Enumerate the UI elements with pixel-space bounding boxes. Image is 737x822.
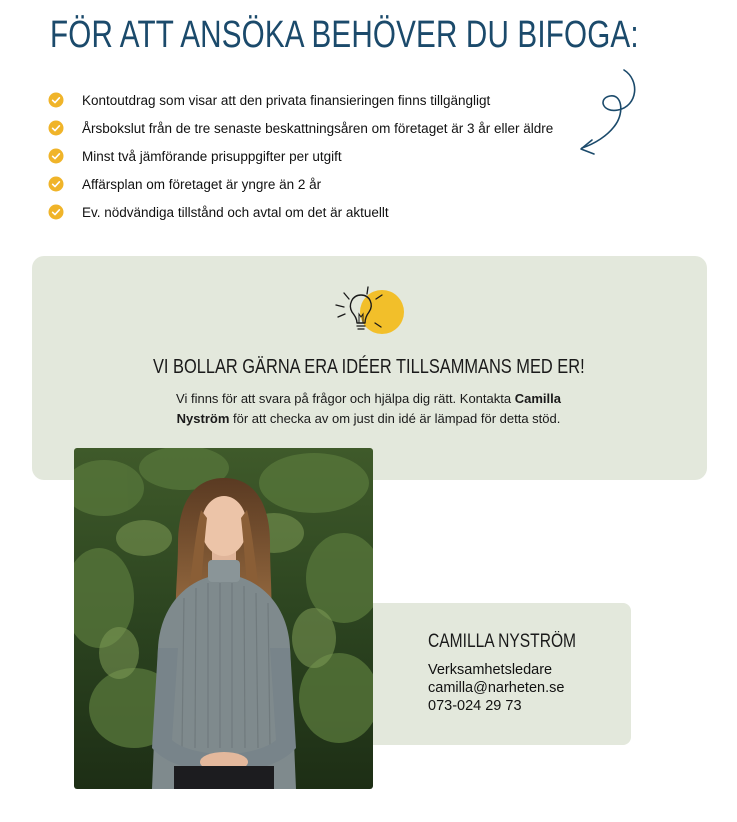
contact-email[interactable]: camilla@narheten.se xyxy=(428,680,565,696)
contact-photo xyxy=(74,448,373,789)
check-circle-icon xyxy=(48,148,64,164)
check-circle-icon xyxy=(48,92,64,108)
contact-role: Verksamhetsledare xyxy=(428,662,553,678)
list-item-text: Affärsplan om företaget är yngre än 2 år xyxy=(82,176,322,192)
contact-person-name: Camilla Nyström xyxy=(176,391,561,426)
contact-phone[interactable]: 073-024 29 73 xyxy=(428,698,522,714)
contact-name: CAMILLA NYSTRÖM xyxy=(428,631,577,652)
list-item xyxy=(48,170,553,198)
list-item-text: Minst två jämförande prisuppgifter per utgift xyxy=(82,148,342,164)
check-circle-icon xyxy=(48,120,64,136)
list-item xyxy=(48,198,553,226)
list-item xyxy=(48,86,553,114)
panel-text: Vi finns för att svara på frågor och hjälpa dig rätt. Kontakta Camilla Nyström för att checka av om just din idé är lämpad för detta stöd. xyxy=(176,391,561,426)
page-heading: FÖR ATT ANSÖKA BEHÖVER DU BIFOGA: xyxy=(50,14,639,56)
check-circle-icon xyxy=(48,204,64,220)
lightbulb-icon xyxy=(330,281,410,343)
requirements-list xyxy=(48,86,553,226)
list-item-text: Årsbokslut från de tre senaste beskattningsåren om företaget är 3 år eller äldre xyxy=(82,120,554,136)
list-item xyxy=(48,142,553,170)
panel-title: VI BOLLAR GÄRNA ERA IDÉER TILLSAMMANS MED ER! xyxy=(152,355,585,378)
contact-card xyxy=(373,603,631,745)
check-circle-icon xyxy=(48,176,64,192)
curly-arrow-decoration xyxy=(572,66,644,166)
list-item-text: Kontoutdrag som visar att den privata finansieringen finns tillgängligt xyxy=(82,92,491,108)
list-item-text: Ev. nödvändiga tillstånd och avtal om det är aktuellt xyxy=(82,204,389,220)
list-item xyxy=(48,114,553,142)
